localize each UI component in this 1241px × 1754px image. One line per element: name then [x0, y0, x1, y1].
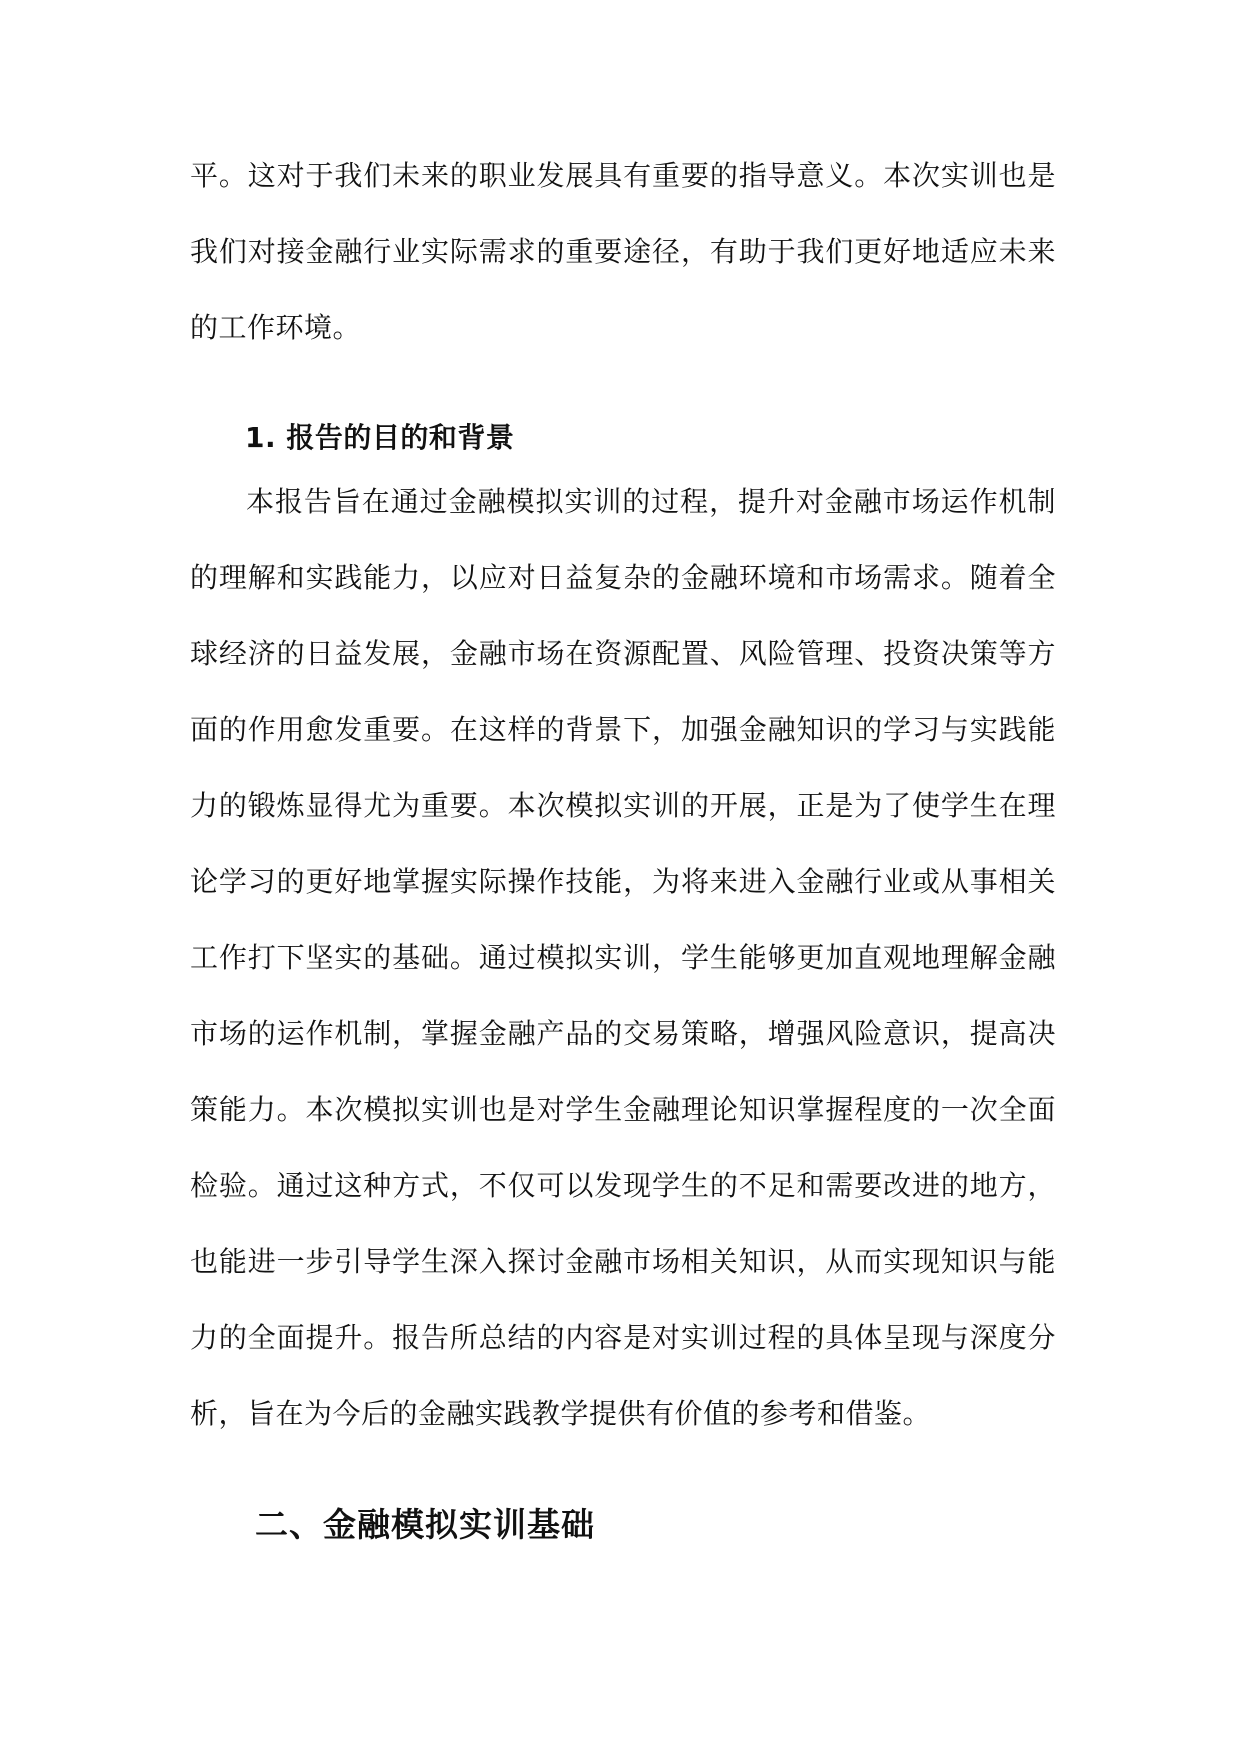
section-1-heading: 1. 报告的目的和背景 [245, 421, 515, 454]
top-paragraph [190, 138, 1056, 366]
paragraph-line: 工作打下坚实的基础。通过模拟实训，学生能够更加直观地理解金融 [190, 941, 1056, 974]
paragraph-line: 球经济的日益发展，金融市场在资源配置、风险管理、投资决策等方 [190, 637, 1056, 670]
section-2-heading: 二、金融模拟实训基础 [255, 1505, 595, 1544]
paragraph-line: 析，旨在为今后的金融实践教学提供有价值的参考和借鉴。 [190, 1397, 932, 1430]
paragraph-line: 市场的运作机制，掌握金融产品的交易策略，增强风险意识，提高决 [190, 1017, 1056, 1050]
paragraph-line: 本报告旨在通过金融模拟实训的过程，提升对金融市场运作机制 [246, 485, 1056, 518]
paragraph-line: 力的锻炼显得尤为重要。本次模拟实训的开展，正是为了使学生在理 [190, 789, 1056, 822]
section-1-paragraph [190, 464, 1056, 1452]
paragraph-line: 面的作用愈发重要。在这样的背景下，加强金融知识的学习与实践能 [190, 713, 1056, 746]
paragraph-line: 策能力。本次模拟实训也是对学生金融理论知识掌握程度的一次全面 [190, 1093, 1056, 1126]
paragraph-line: 检验。通过这种方式，不仅可以发现学生的不足和需要改进的地方， [190, 1169, 1056, 1202]
paragraph-line: 论学习的更好地掌握实际操作技能，为将来进入金融行业或从事相关 [190, 865, 1056, 898]
paragraph-line: 的工作环境。 [190, 311, 362, 344]
paragraph-line: 力的全面提升。报告所总结的内容是对实训过程的具体呈现与深度分 [190, 1321, 1056, 1354]
paragraph-line: 的理解和实践能力，以应对日益复杂的金融环境和市场需求。随着全 [190, 561, 1056, 594]
paragraph-line: 也能进一步引导学生深入探讨金融市场相关知识，从而实现知识与能 [190, 1245, 1056, 1278]
paragraph-line: 平。这对于我们未来的职业发展具有重要的指导意义。本次实训也是 [190, 159, 1056, 192]
paragraph-line: 我们对接金融行业实际需求的重要途径，有助于我们更好地适应未来 [190, 235, 1056, 268]
